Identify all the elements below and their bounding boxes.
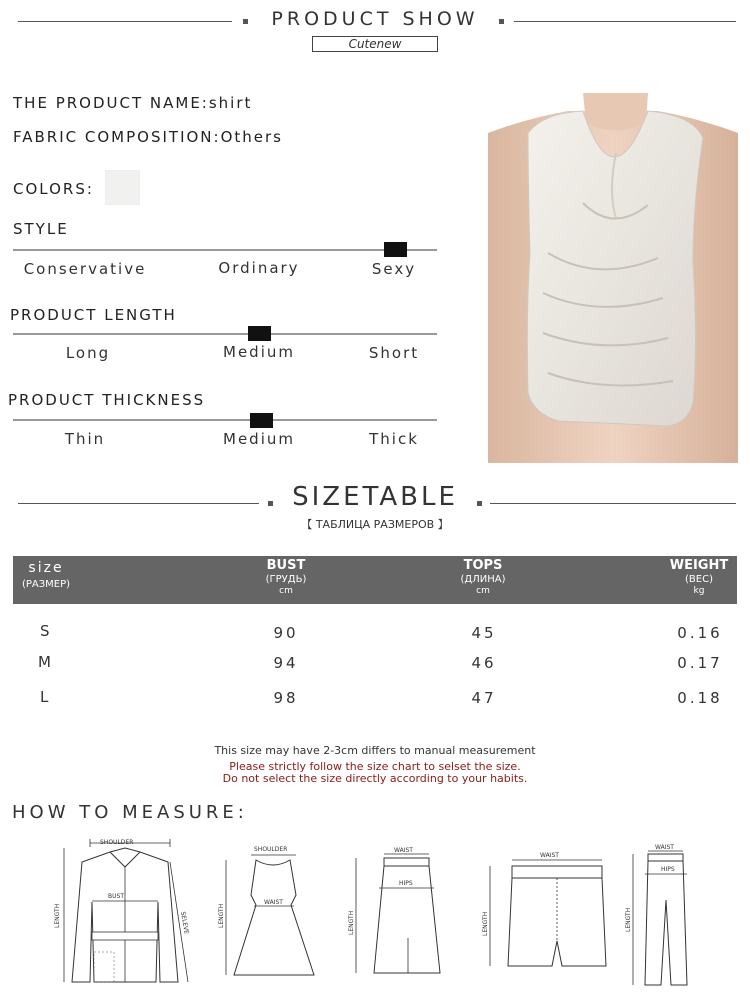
row-m-size: M bbox=[38, 653, 54, 671]
jacket-length-label: LENGTH bbox=[54, 903, 61, 928]
col-tops bbox=[423, 559, 543, 597]
header-dot-right bbox=[499, 19, 504, 24]
fabric-value: Others bbox=[220, 128, 283, 146]
dress-measure-diagram bbox=[216, 840, 316, 985]
size-warning-2: Do not select the size directly according to your habits. bbox=[222, 772, 528, 785]
row-l-size: L bbox=[40, 688, 52, 706]
shorts-waist-label: WAIST bbox=[540, 852, 559, 859]
thickness-label: PRODUCT THICKNESS bbox=[8, 391, 206, 409]
page-title: PRODUCT SHOW bbox=[271, 8, 479, 30]
length-option-short: Short bbox=[368, 344, 420, 362]
col-tops-sub: (ДЛИНА) bbox=[460, 574, 506, 585]
row-l-tops: 47 bbox=[471, 689, 497, 707]
style-selected-marker bbox=[384, 242, 407, 257]
table-header bbox=[13, 556, 737, 604]
col-weight bbox=[639, 559, 750, 597]
sizetable-subtitle: 【 ТАБЛИЦА РАЗМЕРОВ 】 bbox=[301, 518, 449, 531]
col-size-name: size bbox=[28, 560, 64, 576]
row-l-bust: 98 bbox=[273, 689, 299, 707]
trousers-measure-diagram bbox=[623, 840, 703, 992]
size-warning-1: Please strictly follow the size chart to selset the size. bbox=[229, 760, 521, 773]
jacket-measure-diagram bbox=[50, 832, 200, 992]
fabric-row bbox=[13, 128, 283, 146]
thickness-option-thick: Thick bbox=[369, 430, 419, 448]
length-scale-line bbox=[13, 333, 437, 335]
shorts-measure-diagram bbox=[478, 846, 608, 976]
measurement-note: This size may have 2-3cm differs to manual measurement bbox=[214, 744, 536, 757]
thickness-selected-marker bbox=[250, 413, 273, 428]
sizetable-rule-right bbox=[490, 503, 736, 504]
thickness-scale-line bbox=[13, 419, 437, 421]
jacket-shoulder-label: SHOULDER bbox=[100, 839, 134, 846]
style-option-sexy: Sexy bbox=[371, 260, 417, 278]
row-s-size: S bbox=[40, 622, 53, 640]
shorts-length-label: LENGTH bbox=[482, 911, 489, 936]
product-name-value: shirt bbox=[208, 94, 253, 112]
col-tops-unit: cm bbox=[476, 586, 490, 596]
row-s-tops: 45 bbox=[471, 624, 497, 642]
sizetable-title: SIZETABLE bbox=[292, 482, 458, 512]
col-weight-name: WEIGHT bbox=[669, 558, 729, 573]
col-bust-unit: cm bbox=[279, 586, 293, 596]
row-s-weight: 0.16 bbox=[677, 624, 723, 642]
col-bust bbox=[226, 559, 346, 597]
thickness-option-medium: Medium bbox=[223, 430, 295, 448]
color-swatch[interactable] bbox=[105, 170, 140, 205]
fabric-label: FABRIC COMPOSITION: bbox=[13, 128, 221, 146]
style-scale-line bbox=[13, 249, 437, 251]
product-name-row bbox=[13, 94, 252, 112]
dress-shoulder-label: SHOULDER bbox=[254, 846, 288, 853]
style-option-conservative: Conservative bbox=[23, 260, 147, 278]
jacket-sleeve-label: SELEVE bbox=[179, 911, 190, 935]
style-label: STYLE bbox=[13, 220, 69, 238]
how-to-measure-title: HOW TO MEASURE: bbox=[12, 802, 248, 823]
product-name-label: THE PRODUCT NAME: bbox=[13, 94, 209, 112]
skirt-hips-label: HIPS bbox=[399, 880, 413, 887]
product-photo bbox=[488, 93, 738, 463]
row-l-weight: 0.18 bbox=[677, 689, 723, 707]
sizetable-dot-right bbox=[477, 501, 482, 506]
col-weight-sub: (ВЕС) bbox=[685, 574, 713, 585]
trousers-length-label: LENGTH bbox=[625, 907, 632, 932]
skirt-length-label: LENGTH bbox=[348, 910, 355, 935]
length-label: PRODUCT LENGTH bbox=[10, 306, 177, 324]
row-s-bust: 90 bbox=[273, 624, 299, 642]
skirt-waist-label: WAIST bbox=[394, 847, 413, 854]
dress-waist-label: WAIST bbox=[264, 899, 283, 906]
length-option-medium: Medium bbox=[223, 343, 295, 361]
thickness-option-thin: Thin bbox=[64, 430, 106, 448]
dress-length-label: LENGTH bbox=[218, 903, 225, 928]
col-weight-unit: kg bbox=[693, 586, 705, 596]
trousers-hips-label: HIPS bbox=[661, 866, 675, 873]
brand-subtitle: Cutenew bbox=[312, 36, 438, 52]
header-rule-right bbox=[514, 21, 736, 22]
col-tops-name: TOPS bbox=[463, 558, 503, 573]
trousers-waist-label: WAIST bbox=[655, 844, 674, 851]
col-size-sub: (РАЗМЕР) bbox=[21, 579, 71, 590]
length-option-long: Long bbox=[65, 344, 111, 362]
colors-label: COLORS: bbox=[13, 180, 94, 198]
col-bust-name: BUST bbox=[266, 558, 306, 573]
style-option-ordinary: Ordinary bbox=[218, 259, 300, 277]
jacket-bust-label: BUST bbox=[108, 893, 124, 900]
length-selected-marker bbox=[248, 326, 271, 341]
row-m-bust: 94 bbox=[273, 654, 299, 672]
row-m-weight: 0.17 bbox=[677, 654, 723, 672]
skirt-measure-diagram bbox=[344, 843, 444, 985]
row-m-tops: 46 bbox=[471, 654, 497, 672]
col-size bbox=[11, 561, 81, 591]
col-bust-sub: (ГРУДЬ) bbox=[265, 574, 307, 585]
